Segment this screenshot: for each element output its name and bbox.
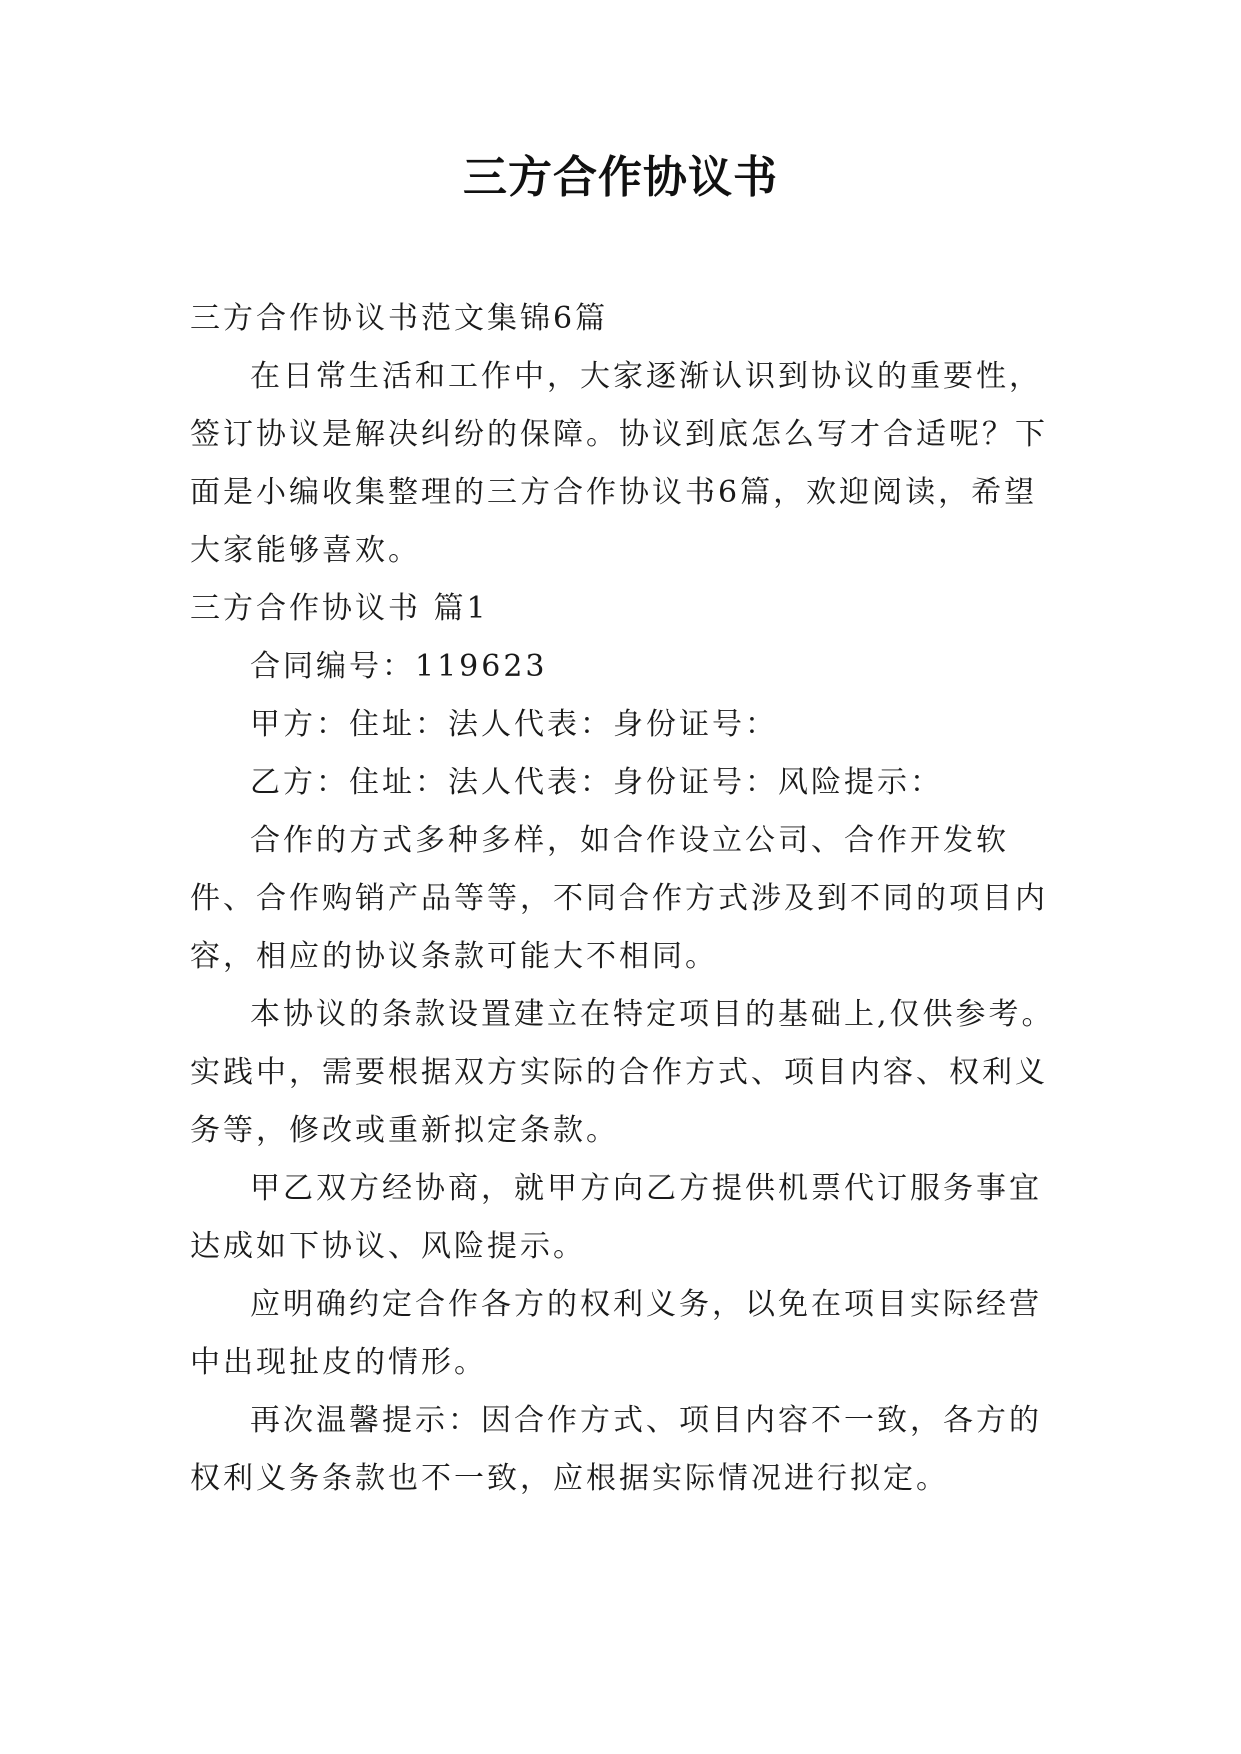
document-title: 三方合作协议书 bbox=[463, 152, 778, 203]
paragraph-reminder: 再次温馨提示：因合作方式、项目内容不一致，各方的权利义务条款也不一致，应根据实际情况进行拟定。 bbox=[190, 1403, 1042, 1496]
paragraph-terms-reference: 本协议的条款设置建立在特定项目的基础上,仅供参考。实践中，需要根据双方实际的合作方式、项目内容、权利义务等，修改或重新拟定条款。 bbox=[190, 997, 1055, 1148]
section-heading: 三方合作协议书 篇1 bbox=[190, 591, 489, 626]
party-b-info: 乙方：住址：法人代表：身份证号：风险提示： bbox=[250, 765, 943, 800]
paragraph-agreement-reached: 甲乙双方经协商，就甲方向乙方提供机票代订服务事宜达成如下协议、风险提示。 bbox=[190, 1171, 1042, 1264]
contract-number: 合同编号：119623 bbox=[250, 649, 548, 684]
intro-paragraph: 在日常生活和工作中，大家逐渐认识到协议的重要性，签订协议是解决纠纷的保障。协议到底怎么写才合适呢？下面是小编收集整理的三方合作协议书6篇，欢迎阅读，希望大家能够喜欢。 bbox=[190, 359, 1048, 568]
party-a-info: 甲方：住址：法人代表：身份证号： bbox=[250, 707, 778, 742]
document-body bbox=[190, 290, 1070, 1508]
paragraph-cooperation-methods: 合作的方式多种多样，如合作设立公司、合作开发软件、合作购销产品等等，不同合作方式涉及到不同的项目内容，相应的协议条款可能大不相同。 bbox=[190, 823, 1048, 974]
paragraph-rights-obligations: 应明确约定合作各方的权利义务，以免在项目实际经营中出现扯皮的情形。 bbox=[190, 1287, 1042, 1380]
document-subtitle: 三方合作协议书范文集锦6篇 bbox=[190, 301, 609, 336]
